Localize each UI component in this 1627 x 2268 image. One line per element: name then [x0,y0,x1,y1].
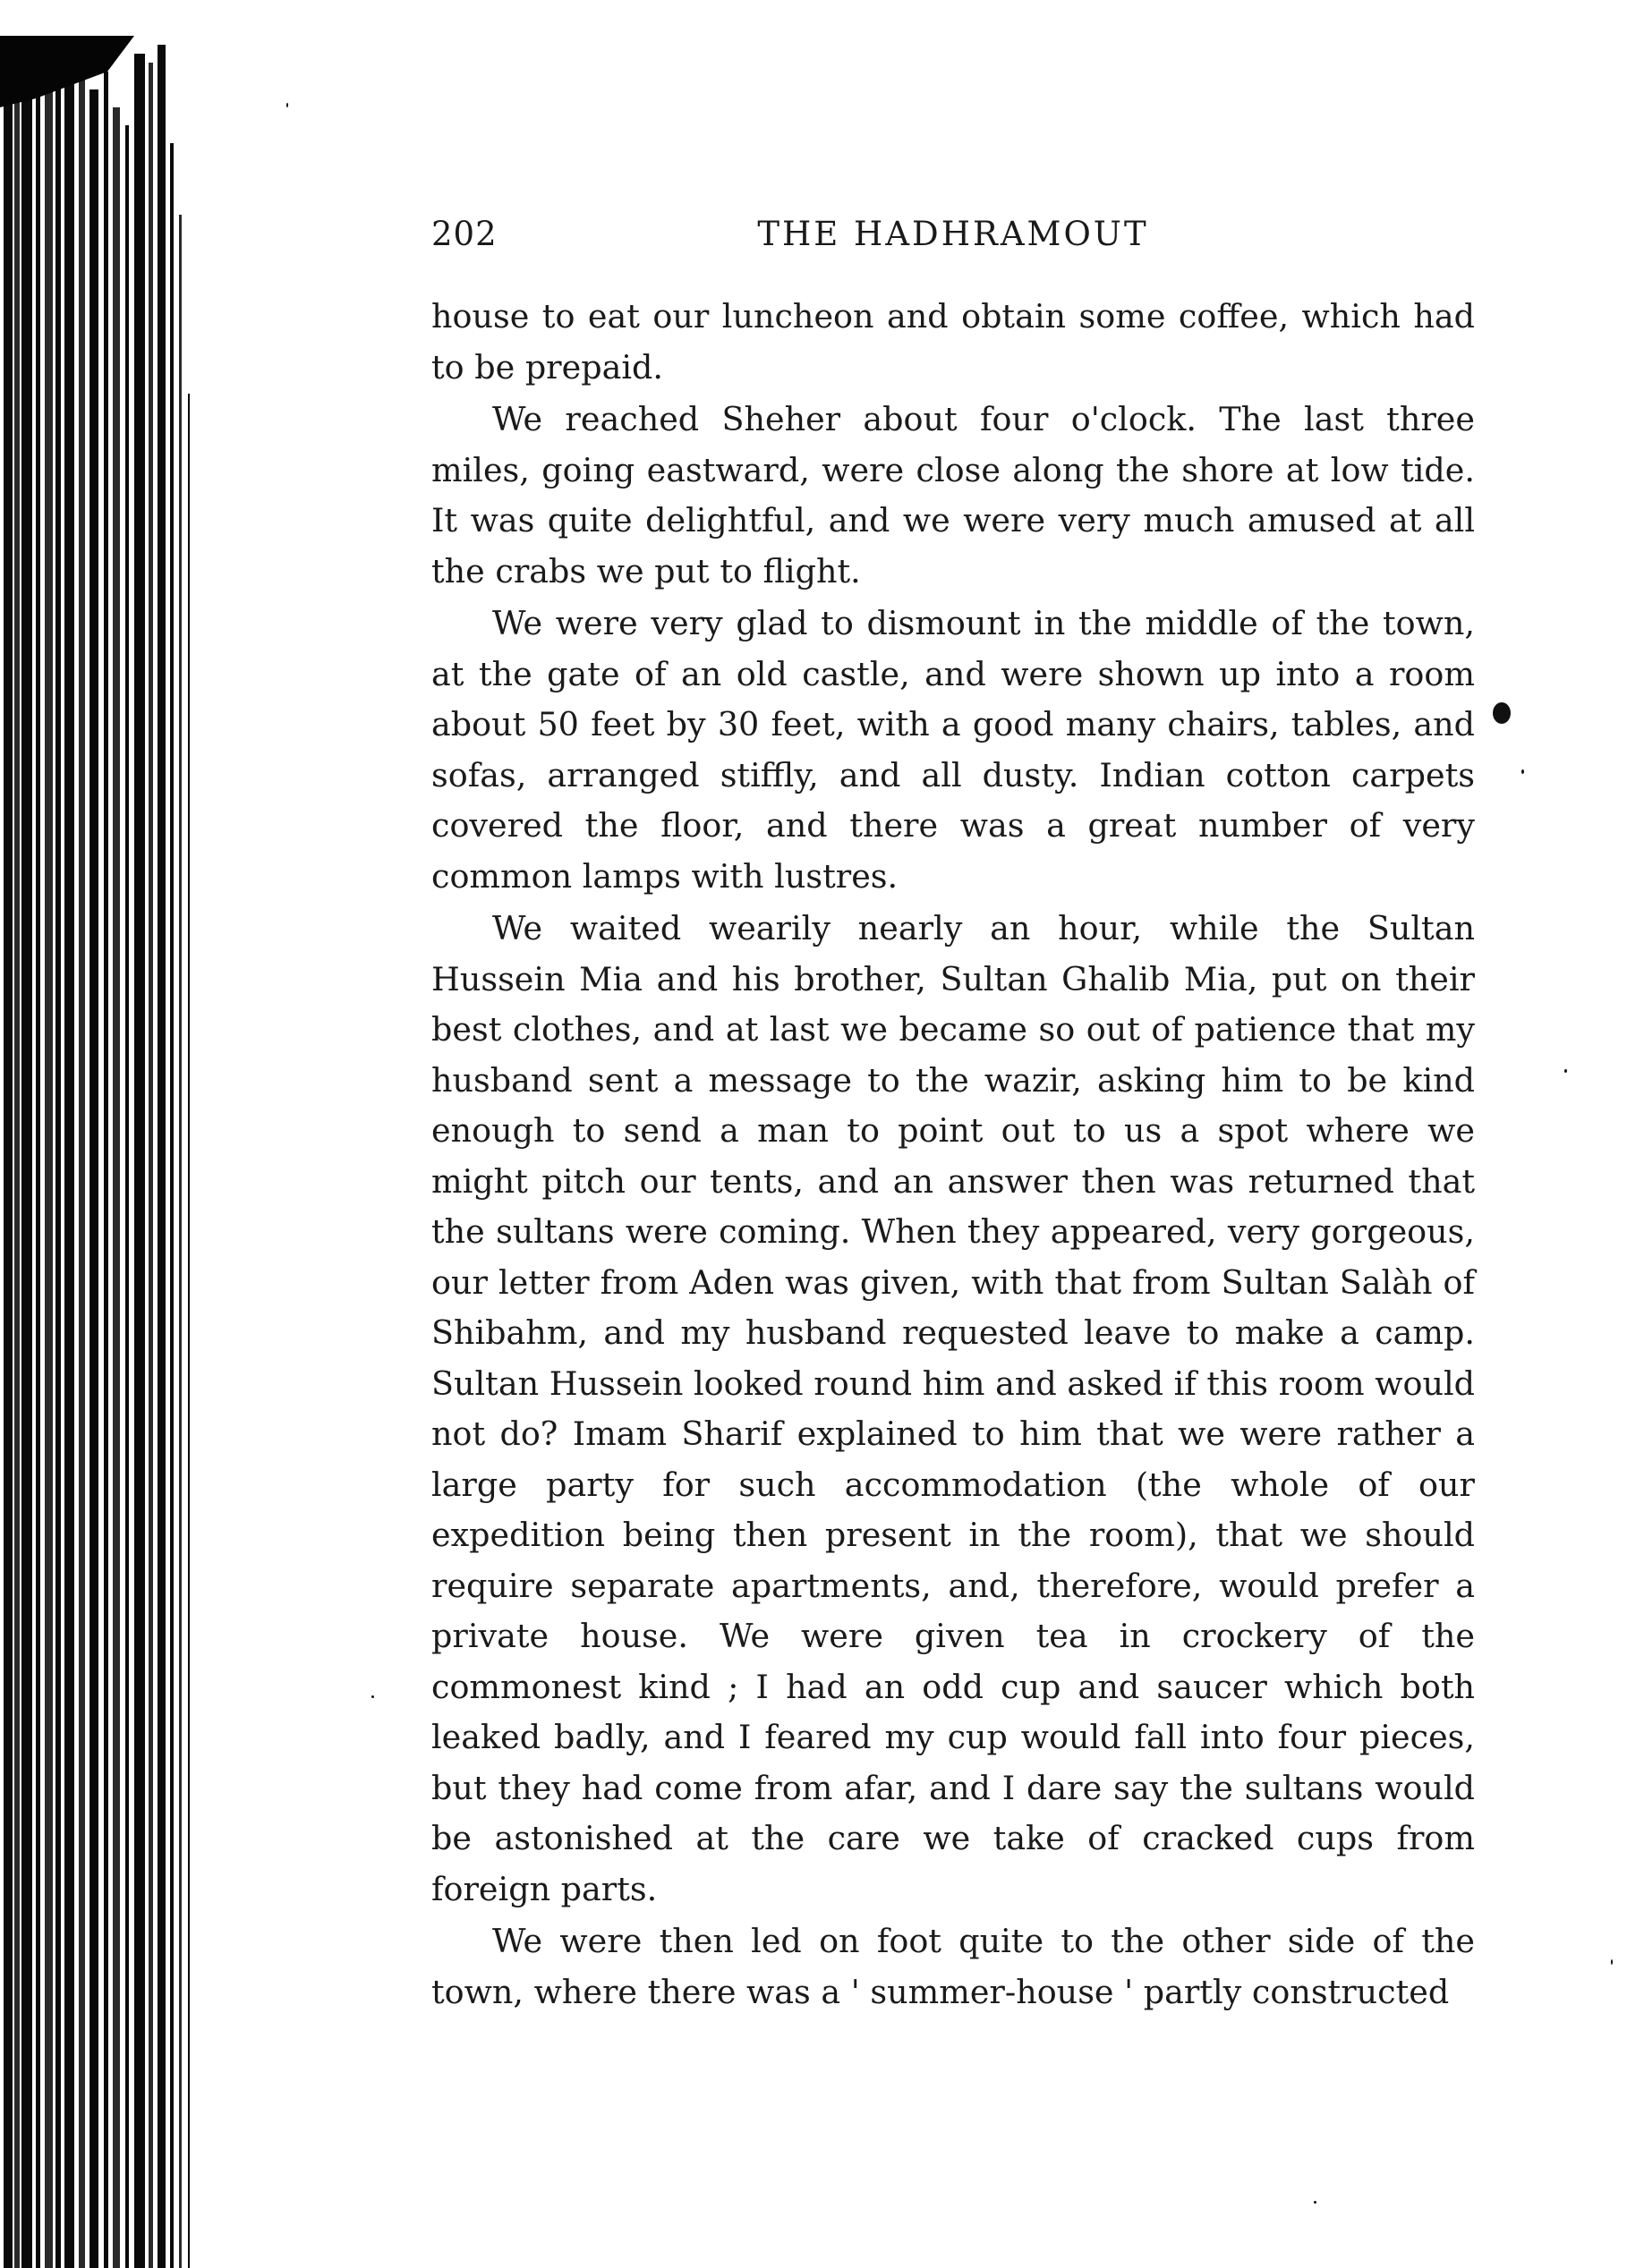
binding-stripe [113,107,120,2268]
binding-stripe [55,54,61,2268]
binding-stripe [89,89,98,2268]
page-number: 202 [431,215,498,253]
binding-stripe [45,72,53,2268]
binding-stripe [21,63,32,2268]
binding-stripe [36,89,40,2268]
paragraph: We were very glad to dismount in the middle of the town, at the gate of an old castle, and were shown up into a room about 50 feet by 30 feet, with a good many chairs, tables, and sofas, arranged stiffly, and all dusty. Indian cotton carpets covered the floor, and there was a great number of very common lamps with lustres. [431,604,1475,896]
binding-stripe [170,143,174,2268]
paragraph: We reached Sheher about four o'clock. The last three miles, going eastward, were close along the shore at low tide. It was quite delightful, and we were very much amused at all the crabs we put to flight. [431,400,1475,590]
ink-speck [1564,1069,1567,1073]
ink-blot [1493,702,1511,724]
binding-stripe [79,63,85,2268]
binding-stripe [104,72,108,2268]
book-binding-edge [0,36,206,2268]
page-header [431,215,1475,268]
binding-stripe [158,45,166,2268]
paragraph-continuation: house to eat our luncheon and obtain some coffee, which had to be prepaid. [431,297,1475,386]
binding-stripe [4,52,13,2268]
paragraph: We waited wearily nearly an hour, while the Sultan Hussein Mia and his brother, Sultan Ghalib Mia, put on their best clothes, and at last we became so out of patience that my husband sent a message to the wazir, asking him to be kind enough to send a man to point out to us a spot where we might pitch our tents, and an answer then was returned that the sultans were coming. When they appeared, very gorgeous, our letter from Aden was given, with that from Sultan Salàh of Shibahm, and my husband requested leave to make a camp. Sultan Hussein looked round him and asked if this room would not do? Imam Sharif explained to him that we were rather a large party for such accommodation (the whole of our expedition being then present in the room), that we should require separate apartments, and, therefore, would prefer a private house. We were given tea in crockery of the commonest kind ; I had an odd cup and saucer which both leaked badly, and I feared my cup would fall into four pieces, but they had come from afar, and I dare say the sultans would be astonished at the care we take of cracked cups from foreign parts. [431,909,1475,1908]
ink-speck [286,103,288,107]
binding-stripe [149,63,153,2268]
binding-stripe [188,394,190,2268]
binding-stripe [64,81,74,2268]
binding-stripe [14,36,20,2268]
ink-speck [1611,1959,1613,1965]
binding-stripe [134,54,145,2268]
binding-stripe [179,215,182,2268]
ink-speck [1521,769,1524,774]
paragraph: We were then led on foot quite to the other side of the town, where there was a ' summer-house ' partly constructed [431,1922,1475,2011]
ink-speck [1314,2201,1316,2204]
ink-speck [371,1695,374,1698]
running-title: THE HADHRAMOUT [757,215,1149,253]
body-text [431,292,1475,2017]
binding-stripe [125,125,129,2268]
